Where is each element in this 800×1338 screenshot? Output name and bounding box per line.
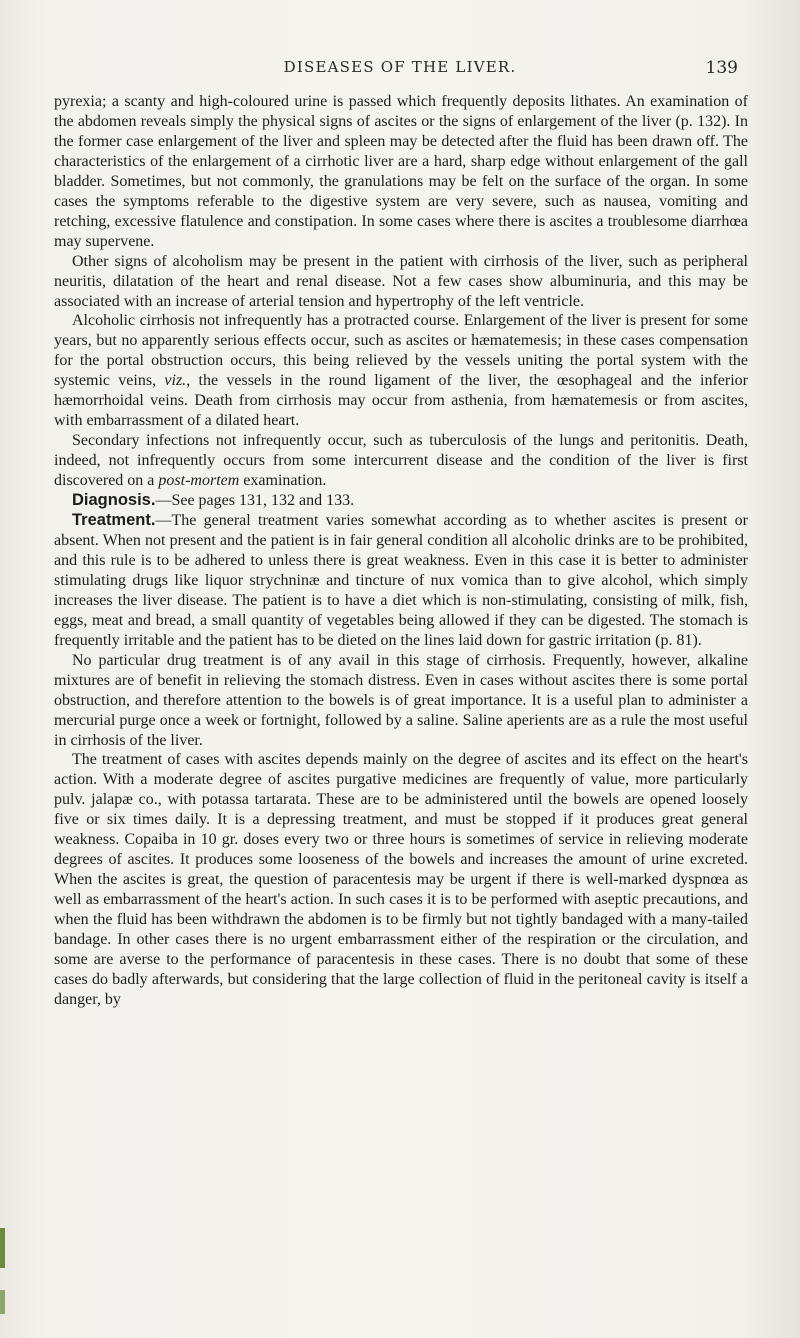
paragraph-drug-treatment: No particular drug treatment is of any avail in this stage of cirrhosis. Frequently, however, alkaline mixtures are of benefit in relieving the stomach distress. Even in cases without ascites there is some portal obstruction, and therefore attention to the bowels is of great importance. It is a useful plan to administer a mercurial purge once a week or fortnight, followed by a saline. Saline aperients are as a rule the most useful in cirrhosis of the liver.	[54, 651, 748, 749]
paragraph-alcoholism-signs: Other signs of alcoholism may be present in the patient with cirrhosis of the liver, such as peripheral neuritis, dilatation of the heart and renal disease. Not a few cases show albuminuria, and this may be associated with an increase of arterial tension and hypertrophy of the left ventricle.	[54, 252, 748, 310]
paragraph-treatment	[54, 511, 748, 651]
paragraph-pyrexia-signs: pyrexia; a scanty and high-coloured urine is passed which frequently deposits lithates. An examination of the abdomen reveals simply the physical signs of ascites or the signs of enlargement of the liver (p. 132). In the former case enlargement of the liver and spleen may be detected after the fluid has been drawn off. The characteristics of the enlargement of a cirrhotic liver are a hard, sharp edge without enlargement of the gall bladder. Sometimes, but not commonly, the granulations may be felt on the surface of the organ. In some cases the symptoms referable to the digestive system are very severe, such as nausea, vomiting and retching, excessive flatulence and constipation. In some cases where there is ascites a troublesome diarrhœa may supervene.	[54, 93, 748, 250]
paragraph-text-segment: Secondary infections not infrequently occur, such as tuberculosis of the lungs and peritonitis. Death, indeed, not infrequently occurs from some intercurrent disease and the condition of the liver is first discovered on a	[54, 432, 748, 490]
paragraph-text-segment: Alcoholic cirrhosis not infrequently has a protracted course. Enlargement of the liver is present for some years, but no apparently serious effects occur, such as ascites or hæmatemesis; in these cases compensation for the portal obstruction occurs, this being relieved by the vessels uniting the portal system with the systemic veins,	[54, 312, 748, 390]
paragraph-text-segment: —The general treatment varies somewhat according as to whether ascites is present or absent. When not present and the patient is in fair general condition all alcoholic drinks are to be prohibited, and this rule is to be adhered to unless there is great weakness. Even in this case it is better to administer stimulating drugs like liquor strychninæ and tincture of nux vomica than to give alcohol, which simply increases the liver disease. The patient is to have a diet which is non-stimulating, consisting of milk, fish, eggs, meat and bread, a small quantity of vegetables being allowed if they can be digested. The stomach is frequently irritable and the patient has to be dieted on the lines laid down for gastric irritation (p. 81).	[54, 512, 748, 649]
section-heading-treatment: Treatment.	[72, 511, 156, 530]
page-number: 139	[705, 58, 738, 78]
paragraph-secondary-infections	[54, 431, 748, 491]
paragraph-text-segment: , the vessels in the round ligament of the liver, the œsophageal and the inferior hæmorrhoidal veins. Death from cirrhosis may occur from asthenia, from hæmatemesis or from ascites, with embarrassment of a dilated heart.	[54, 372, 749, 430]
section-heading-diagnosis: Diagnosis.	[72, 491, 156, 510]
italic-term: post-mortem	[158, 472, 240, 490]
paragraph-text-segment: —See pages 131, 132 and 133.	[155, 492, 355, 510]
page-edge-stain	[0, 1290, 5, 1314]
paragraph-text-segment: examination.	[239, 472, 327, 490]
running-title: DISEASES OF THE LIVER.	[283, 58, 517, 76]
paragraph-ascites-treatment: The treatment of cases with ascites depends mainly on the degree of ascites and its effect on the heart's action. With a moderate degree of ascites purgative medicines are frequently of value, more particularly pulv. jalapæ co., with potassa tartarata. These are to be administered until the bowels are opened loosely five or six times daily. It is a depressing treatment, and must be stopped if it produces great general weakness. Copaiba in 10 gr. doses every two or three hours is sometimes of service in relieving moderate degrees of ascites. It produces some looseness of the bowels and increases the amount of urine excreted. When the ascites is great, the question of paracentesis may be urgent if there is well-marked dyspnœa as well as embarrassment of the heart's action. In such cases it is to be performed with aseptic precautions, and when the fluid has been withdrawn the abdomen is to be firmly but not tightly bandaged with a many-tailed bandage. In other cases there is no urgent embarrassment either of the respiration or the circulation, and some are averse to the performance of paracentesis in these cases. There is no doubt that some of these cases do badly afterwards, but considering that the large collection of fluid in the peritoneal cavity is itself a danger, by	[54, 751, 748, 1008]
running-head	[110, 58, 738, 82]
paragraph-diagnosis	[54, 491, 748, 511]
italic-term: viz.	[164, 372, 187, 390]
page-edge-stain	[0, 1228, 5, 1268]
paragraph-alcoholic-cirrhosis-course	[54, 311, 748, 431]
body-text	[54, 92, 748, 1010]
